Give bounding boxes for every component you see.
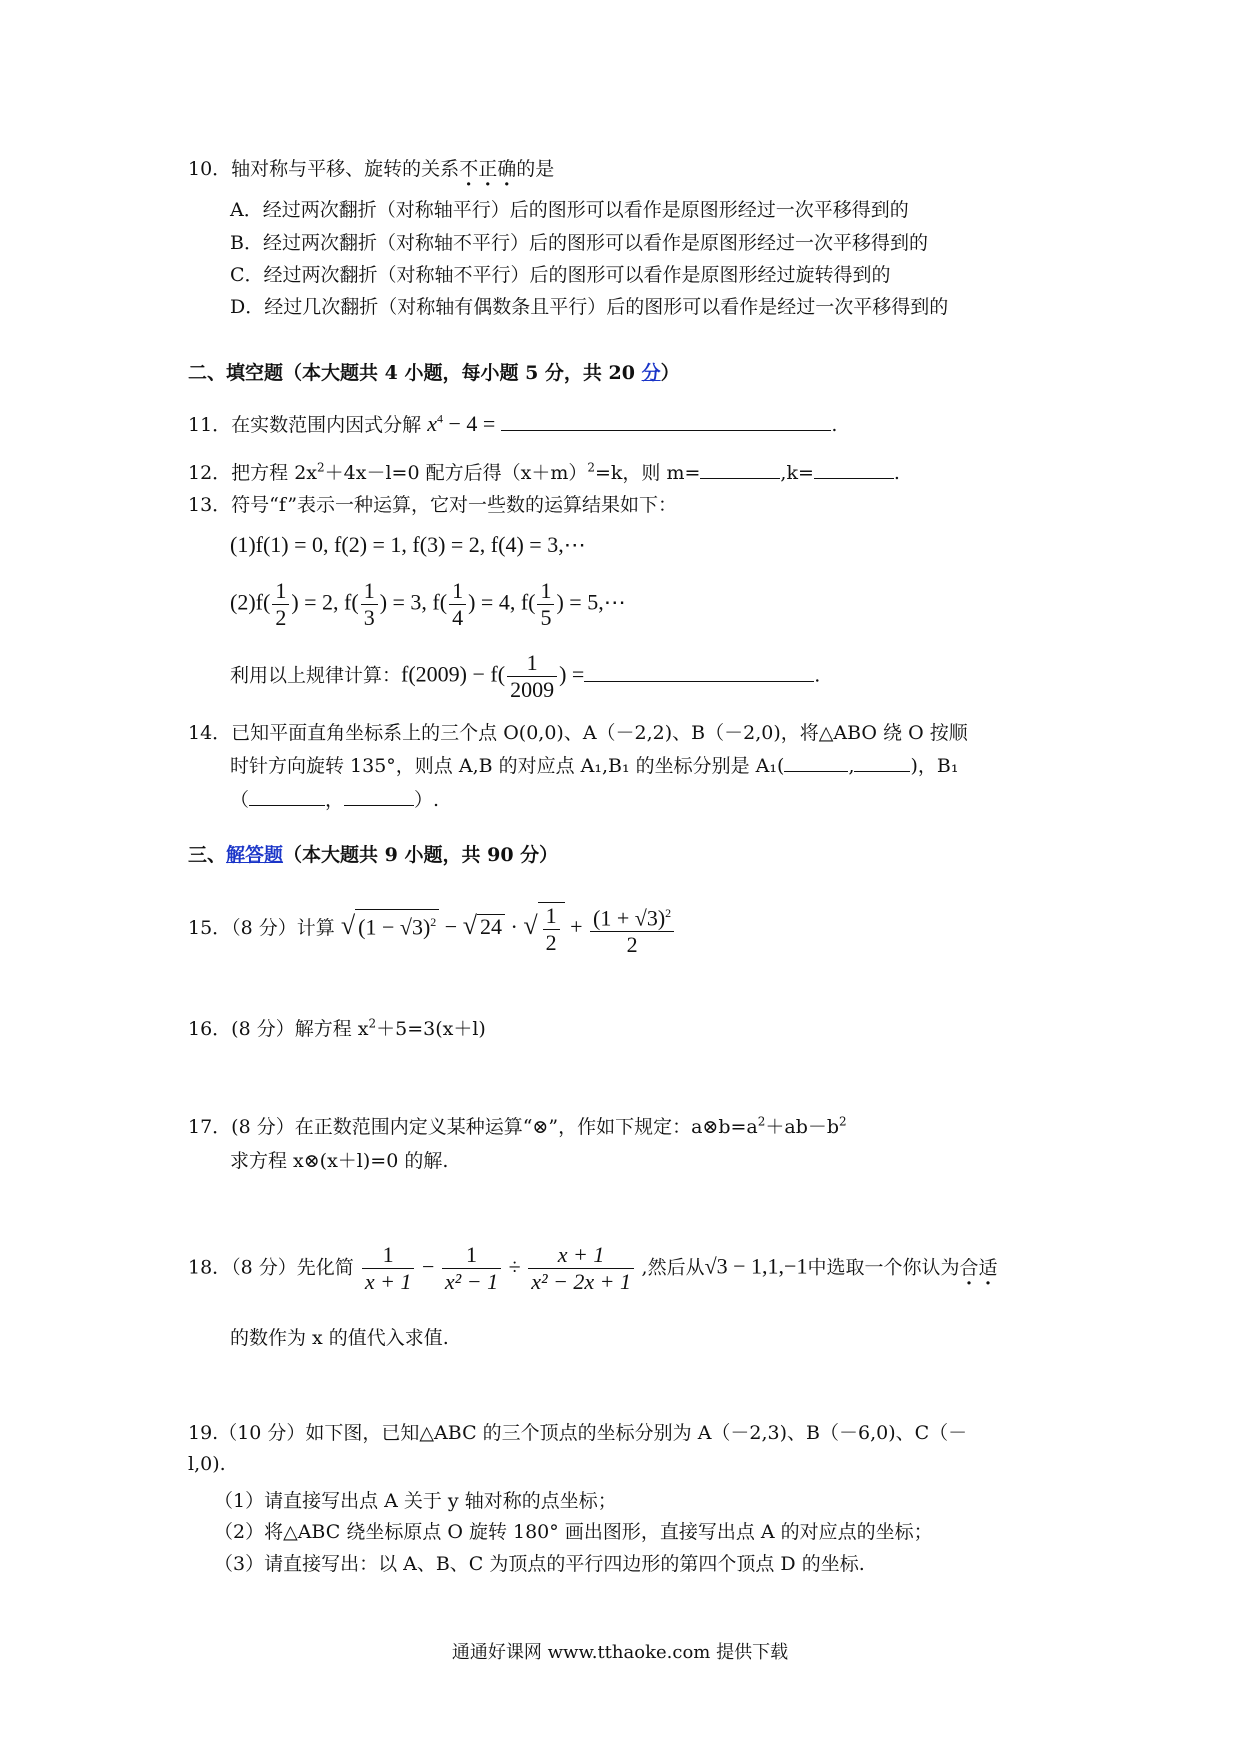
q12-k-blank[interactable] — [814, 460, 894, 479]
q14-line3-open: （ — [230, 789, 250, 811]
q13-frac-2 — [361, 578, 378, 631]
q18-frac-3-num: x + 1 — [528, 1242, 634, 1269]
question-17-line-1 — [188, 1112, 847, 1139]
q13-frac-3-den: 4 — [452, 605, 464, 630]
question-15 — [188, 900, 676, 958]
q15-s1: (1 − √3) — [358, 914, 431, 940]
q13-frac-1-num: 1 — [272, 578, 289, 605]
q14-b1y-blank[interactable] — [344, 787, 414, 806]
q18-frac-2-den: x² − 1 — [444, 1269, 499, 1294]
q13-line2-prefix: (2)f( — [230, 589, 271, 615]
q15-sup: 2 — [430, 914, 437, 929]
question-12 — [188, 458, 900, 485]
question-16 — [188, 1014, 486, 1041]
q18-choices: √3 − 1,1,−1 — [704, 1253, 808, 1279]
q13-frac-2-den: 3 — [363, 605, 375, 630]
q13-frac-2-num: 1 — [361, 578, 378, 605]
page-footer: 通通好课网 www.tthaoke.com 提供下载 — [451, 1642, 789, 1663]
q13-calc-expr: f(2009) − f( — [401, 661, 506, 687]
q15-sqrt-3 — [538, 902, 565, 956]
q13-calc-num: 1 — [507, 650, 557, 677]
q15-minus: − — [444, 914, 458, 940]
q14-comma: , — [848, 755, 855, 777]
q13-end: . — [814, 664, 821, 687]
q10-emphasis-char-1: 正 — [478, 158, 498, 180]
q16-part-b: ＋5=3(x＋l) — [376, 1018, 486, 1040]
q13-frac-1-den: 2 — [275, 605, 287, 630]
q13-frac-2-val: ) = 3, f( — [379, 589, 448, 615]
q18-frac-3-den: x² − 2x + 1 — [531, 1269, 632, 1294]
q10-option-b: B．经过两次翻折（对称轴不平行）后的图形可以看作是原图形经过一次平移得到的 — [230, 232, 928, 254]
q18-frac-2 — [442, 1242, 501, 1295]
q13-answer-blank[interactable] — [584, 663, 814, 682]
q13-frac-1-val: ) = 2, f( — [291, 589, 359, 615]
q15-frac-2-den: 2 — [626, 932, 638, 958]
q17-sup2: 2 — [839, 1114, 847, 1129]
q15-frac-2-num — [590, 900, 674, 932]
q18-emphasis — [959, 1257, 997, 1279]
q10-emphasis — [459, 158, 516, 180]
q15-num-text: (1 + √3) — [593, 905, 666, 931]
q10-emphasis-char-0: 不 — [459, 158, 479, 180]
q10-option-a: A．经过两次翻折（对称轴平行）后的图形可以看作是原图形经过一次平移得到的 — [230, 199, 909, 221]
q13-frac-4 — [537, 578, 554, 631]
q13-frac-3-val: ) = 4, f( — [468, 589, 536, 615]
q18-minus: − — [421, 1253, 435, 1279]
q14-a1y-blank[interactable] — [854, 753, 910, 772]
q17-part-a: 17．(8 分）在正数范围内定义某种运算“⊗”，作如下规定：a⊗b=a — [188, 1116, 758, 1138]
q12-part-a: 12．把方程 2x — [188, 462, 318, 484]
section-3-prefix: 三、 — [188, 844, 227, 866]
question-11 — [188, 410, 837, 437]
question-19-line-1: 19.（10 分）如下图，已知△ABC 的三个顶点的坐标分别为 A（－2,3)、B（－6,0)、C（－ — [188, 1422, 968, 1444]
section-2-title — [188, 358, 680, 385]
q13-calc-eq: ) = — [559, 661, 585, 687]
q18-mid: ,然后从 — [641, 1256, 705, 1279]
q12-sup1: 2 — [317, 460, 325, 475]
q14-line3-close: ）. — [414, 789, 440, 811]
q19-item-2: （2）将△ABC 绕坐标原点 O 旋转 180° 画出图形，直接写出点 A 的对应点的坐标； — [214, 1521, 933, 1543]
section-2-title-text: 二、填空题（本大题共 4 小题，每小题 5 分，共 20 — [188, 362, 642, 384]
q11-exp: 4 — [437, 411, 443, 426]
q14-line-3 — [230, 785, 439, 812]
q13-frac-1 — [272, 578, 289, 631]
q19-item-1: （1）请直接写出点 A 关于 y 轴对称的点坐标； — [214, 1490, 617, 1512]
q18-emphasis-char-1: 适 — [978, 1256, 998, 1279]
section-2-link[interactable]: 分 — [641, 362, 661, 384]
q18-frac-3 — [528, 1242, 634, 1295]
q13-calc — [230, 650, 820, 703]
q14-a1x-blank[interactable] — [784, 753, 848, 772]
q14-b1x-blank[interactable] — [249, 787, 325, 806]
q12-part-c: =k，则 m= — [594, 462, 701, 484]
q13-frac-4-den: 5 — [540, 605, 552, 630]
q11-var: x — [427, 411, 437, 436]
q15-radical-1: √ — [340, 911, 356, 941]
q18-frac-1-num: 1 — [362, 1242, 415, 1269]
q13-line-2 — [230, 578, 626, 631]
q15-frac-den: 2 — [545, 929, 557, 955]
q12-m-blank[interactable] — [700, 460, 780, 479]
q15-sqrt-2: 24 — [477, 914, 505, 939]
q10-option-d: D．经过几次翻折（对称轴有偶数条且平行）后的图形可以看作是经过一次平移得到的 — [230, 296, 949, 318]
q15-radical-3: √ — [523, 911, 538, 941]
q11-rest: − 4 = — [443, 411, 496, 436]
q16-sup: 2 — [368, 1016, 377, 1031]
q12-part-b: ＋4x－l=0 配方后得（x＋m） — [324, 462, 588, 484]
question-19-line-2: l,0). — [188, 1453, 226, 1475]
question-17-line-2: 求方程 x⊗(x＋l)=0 的解. — [230, 1150, 449, 1172]
q14-line-1: 14．已知平面直角坐标系上的三个点 O(0,0)、A（－2,2)、B（－2,0)，将△ABO 绕 O 按顺 — [188, 722, 968, 744]
q18-expression — [360, 1242, 642, 1294]
q15-expression — [340, 902, 676, 958]
q11-answer-blank[interactable] — [501, 412, 831, 431]
q14-line3-comma: ， — [325, 789, 345, 811]
q18-emphasis-char-0: 合 — [959, 1256, 979, 1279]
q18-frac-1 — [362, 1242, 415, 1295]
q15-num-sup: 2 — [665, 906, 672, 920]
q10-emphasis-char-2: 确 — [497, 158, 517, 180]
q12-part-d: ,k= — [780, 462, 814, 484]
question-18 — [188, 1242, 998, 1295]
q12-sup2: 2 — [587, 460, 595, 475]
q18-frac-2-num: 1 — [442, 1242, 501, 1269]
q13-frac-4-val: ) = 5,⋯ — [556, 589, 626, 615]
q13-calc-frac — [507, 650, 557, 703]
q15-plus: + — [570, 914, 583, 940]
section-3-link[interactable]: 解答题 — [226, 844, 284, 866]
q10-stem-text: 10．轴对称与平移、旋转的关系 — [188, 158, 460, 180]
q17-sup1: 2 — [757, 1114, 766, 1129]
question-10-stem — [188, 154, 554, 181]
q19-item-3: （3）请直接写出：以 A、B、C 为顶点的平行四边形的第四个顶点 D 的坐标. — [214, 1553, 865, 1575]
q17-part-b: ＋ab－b — [765, 1116, 840, 1138]
section-2-title-end: ） — [660, 362, 680, 384]
q10-stem-end: 的是 — [516, 158, 555, 180]
q14-line2-text: 时针方向旋转 135°，则点 A,B 的对应点 A₁,B₁ 的坐标分别是 A₁( — [230, 755, 785, 777]
q15-sqrt-1 — [355, 909, 439, 939]
q13-frac-3 — [449, 578, 466, 631]
q12-end: . — [893, 462, 900, 484]
q18-frac-1-den: x + 1 — [364, 1269, 412, 1294]
q15-dot: · — [510, 914, 518, 940]
q13-line-1: (1)f(1) = 0, f(2) = 1, f(3) = 2, f(4) = 3,⋯ — [230, 532, 586, 557]
q13-frac-4-num: 1 — [537, 578, 554, 605]
q15-prefix: 15．（8 分）计算 — [188, 917, 335, 940]
q18-tail: 中选取一个你认为 — [807, 1256, 960, 1279]
section-3-rest: （本大题共 9 小题，共 90 分） — [283, 844, 559, 866]
section-3-title — [188, 840, 558, 867]
q13-calc-prefix: 利用以上规律计算： — [230, 664, 402, 687]
q14-line2-end: )，B₁ — [910, 755, 959, 777]
question-13-stem: 13．符号“f”表示一种运算，它对一些数的运算结果如下： — [188, 494, 678, 516]
q13-calc-den: 2009 — [510, 677, 555, 702]
q10-option-c: C．经过两次翻折（对称轴不平行）后的图形可以看作是原图形经过旋转得到的 — [230, 264, 891, 286]
q11-end: . — [831, 414, 838, 436]
q18-prefix: 18．（8 分）先化简 — [188, 1256, 354, 1279]
q11-prefix: 11．在实数范围内因式分解 — [188, 414, 422, 436]
q13-frac-3-num: 1 — [449, 578, 466, 605]
q11-expression — [427, 411, 495, 436]
q15-frac-2 — [590, 900, 674, 958]
question-18-line-2: 的数作为 x 的值代入求值. — [230, 1327, 449, 1349]
q15-frac-num: 1 — [543, 903, 560, 930]
q16-part-a: 16．(8 分）解方程 x — [188, 1018, 369, 1040]
q15-radical-2: √ — [462, 911, 477, 941]
q14-line-2 — [230, 751, 958, 778]
q18-div: ÷ — [508, 1253, 521, 1279]
q15-frac — [543, 903, 560, 956]
